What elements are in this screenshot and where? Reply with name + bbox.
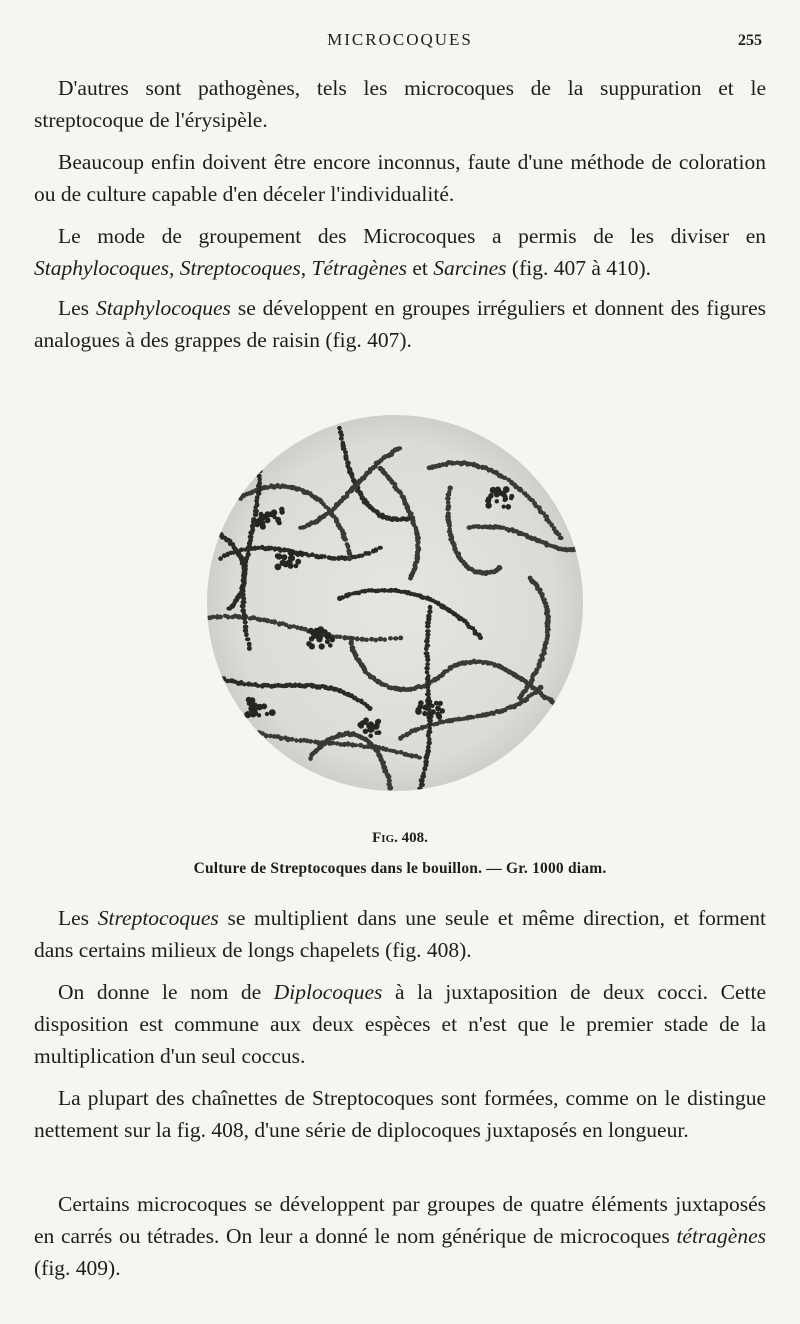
coccus-dot: [427, 741, 432, 746]
coccus-dot: [417, 787, 422, 791]
coccus-cluster-dot: [427, 713, 433, 719]
coccus-dot: [339, 436, 344, 440]
coccus-dot: [279, 736, 284, 741]
coccus-cluster-dot: [485, 499, 490, 504]
coccus-cluster-dot: [279, 507, 284, 512]
coccus-cluster-dot: [309, 636, 314, 641]
italic-term: Tétragènes: [311, 256, 408, 280]
coccus-dot: [364, 638, 369, 642]
coccus-cluster-dot: [309, 629, 314, 634]
coccus-cluster-dot: [485, 502, 491, 508]
coccus-cluster-dot: [435, 706, 441, 712]
page-number: 255: [738, 32, 762, 49]
coccus-dot: [377, 546, 383, 550]
coccus-dot: [205, 527, 211, 532]
coccus-dot: [388, 636, 393, 640]
coccus-cluster-dot: [488, 493, 493, 498]
coccus-cluster-dot: [269, 710, 273, 714]
coccus-dot: [258, 466, 263, 470]
coccus-cluster-dot: [319, 643, 325, 649]
coccus-cluster-dot: [252, 707, 258, 713]
text-run: se développent en groupes irréguliers et donnent des figures analogues à des grappes de raisin (fig. 407).: [34, 296, 767, 352]
coccus-dot: [445, 496, 451, 501]
italic-term: Staphylocoques: [95, 296, 231, 320]
coccus-dot: [355, 636, 360, 641]
paragraph-text: La plupart des chaînettes de Streptocoques sont formées, comme on le distingue nettement sur la fig. 408, d'une série de diplocoques juxtaposés en longueur.: [34, 1086, 766, 1142]
coccus-cluster-dot: [261, 703, 267, 709]
coccus-cluster-dot: [260, 524, 266, 530]
coccus-cluster-dot: [506, 504, 512, 510]
coccus-dot: [353, 743, 358, 747]
coccus-cluster-dot: [422, 711, 427, 716]
coccus-dot: [215, 531, 220, 535]
coccus-cluster-dot: [509, 494, 514, 499]
coccus-dot: [576, 547, 582, 551]
coccus-cluster-dot: [281, 554, 287, 560]
coccus-dot: [248, 530, 254, 535]
coccus-dot: [425, 657, 430, 662]
paragraph-8: [34, 1188, 766, 1284]
coccus-dot: [428, 721, 432, 727]
micrograph-figure: [200, 408, 590, 798]
coccus-cluster-dot: [502, 505, 506, 509]
coccus-dot: [445, 507, 450, 511]
coccus-dot: [245, 728, 250, 733]
text-run: Les: [58, 296, 96, 320]
coccus-dot: [448, 485, 453, 490]
coccus-dot: [253, 512, 259, 517]
paragraph-1: [34, 72, 766, 136]
coccus-cluster-dot: [422, 705, 428, 711]
coccus-dot: [425, 692, 431, 696]
coccus-dot: [496, 565, 502, 571]
coccus-cluster-dot: [376, 719, 381, 724]
coccus-dot: [374, 638, 378, 643]
coccus-cluster-dot: [317, 626, 324, 633]
coccus-dot: [517, 696, 523, 701]
coccus-cluster-dot: [325, 639, 330, 644]
coccus-cluster-dot: [294, 564, 299, 569]
paragraph-4: [34, 292, 766, 356]
coccus-dot: [242, 612, 247, 617]
coccus-dot: [425, 662, 430, 666]
coccus-dot: [471, 715, 476, 719]
coccus-dot: [207, 527, 213, 531]
figure-label: Fig. 408.: [372, 830, 428, 846]
coccus-dot: [202, 526, 207, 531]
coccus-dot: [408, 576, 413, 580]
coccus-dot: [212, 530, 218, 534]
text-run: Certains microcoques se développent par groupes de quatre éléments juxtaposés en carrés ou tétrades. On leur a donné le nom générique de microcoques: [34, 1192, 766, 1248]
coccus-dot: [558, 536, 564, 540]
coccus-dot: [211, 528, 216, 534]
coccus-dot: [211, 615, 216, 619]
coccus-cluster-dot: [416, 707, 420, 711]
paragraph-6: [34, 976, 766, 1072]
coccus-dot: [256, 491, 261, 496]
italic-term: Diplocoques: [273, 980, 383, 1004]
coccus-dot: [398, 491, 403, 495]
coccus-cluster-dot: [369, 725, 375, 731]
coccus-cluster-dot: [377, 730, 382, 735]
coccus-cluster-dot: [495, 499, 499, 503]
coccus-dot: [226, 606, 232, 610]
coccus-dot: [425, 680, 430, 685]
paragraph-text: D'autres sont pathogènes, tels les microcoques de la suppuration et le streptocoque de l'érysipèle.: [34, 76, 766, 132]
italic-term: Streptocoques: [179, 256, 301, 280]
coccus-cluster-dot: [257, 713, 261, 717]
coccus-dot: [294, 738, 299, 742]
coccus-dot: [419, 778, 425, 783]
coccus-dot: [422, 766, 427, 771]
coccus-dot: [347, 552, 352, 556]
coccus-dot: [577, 545, 582, 549]
coccus-dot: [264, 733, 269, 738]
coccus-cluster-dot: [298, 551, 302, 555]
paragraph-5: [34, 902, 766, 966]
coccus-dot: [424, 666, 430, 671]
text-run: et: [407, 256, 434, 280]
coccus-dot: [419, 782, 425, 787]
coccus-cluster-dot: [316, 636, 322, 642]
coccus-dot: [478, 635, 483, 640]
coccus-dot: [424, 755, 430, 761]
paragraph-7: [34, 1082, 766, 1146]
text-run: (fig. 409).: [34, 1256, 121, 1280]
coccus-dot: [366, 551, 372, 556]
coccus-cluster-dot: [249, 702, 255, 708]
italic-term: Streptocoques: [97, 906, 219, 930]
coccus-cluster-dot: [368, 734, 373, 739]
coccus-dot: [425, 624, 431, 629]
coccus-dot: [342, 537, 348, 541]
coccus-dot: [217, 675, 223, 680]
coccus-dot: [424, 646, 429, 651]
coccus-cluster-dot: [259, 514, 266, 521]
coccus-dot: [247, 646, 252, 651]
coccus-cluster-dot: [288, 549, 295, 556]
coccus-dot: [240, 561, 246, 565]
page-header: [0, 26, 800, 56]
paragraph-3: [34, 220, 766, 284]
text-run: On donne le nom de: [58, 980, 274, 1004]
coccus-dot: [425, 629, 431, 633]
coccus-dot: [226, 615, 231, 620]
paragraph-2: [34, 146, 766, 210]
coccus-dot: [332, 556, 337, 561]
coccus-cluster-dot: [272, 515, 276, 519]
coccus-cluster-dot: [255, 519, 260, 524]
coccus-dot: [241, 727, 246, 732]
coccus-dot: [369, 637, 374, 642]
text-run: ,: [168, 256, 180, 280]
coccus-dot: [347, 556, 352, 562]
text-run: à la juxtaposition de deux cocci. Cette disposition est commune aux deux espèces et n'est que le premier stade de la multiplication d'un seul coccus.: [34, 980, 766, 1068]
italic-term: Staphylocoques: [34, 256, 169, 280]
coccus-dot: [367, 706, 372, 711]
text-run: se multiplient dans une seule et même direction, et forment dans certains milieux de longs chapelets (fig. 408).: [34, 906, 767, 962]
italic-term: tétragènes: [676, 1224, 766, 1248]
coccus-dot: [557, 706, 563, 711]
coccus-cluster-dot: [490, 487, 497, 494]
coccus-dot: [322, 554, 327, 558]
coccus-dot: [253, 730, 257, 735]
paragraph-text: Beaucoup enfin doivent être encore inconnus, faute d'une méthode de coloration ou de culture capable d'en déceler l'individualité.: [34, 150, 766, 206]
coccus-dot: [378, 637, 384, 642]
coccus-dot: [538, 685, 544, 690]
coccus-dot: [424, 639, 430, 644]
coccus-dot: [573, 547, 579, 552]
coccus-dot: [552, 701, 558, 707]
running-head: MICROCOQUES: [327, 30, 473, 49]
coccus-dot: [240, 604, 246, 609]
coccus-dot: [289, 737, 294, 742]
coccus-cluster-dot: [363, 729, 368, 734]
coccus-dot: [348, 636, 354, 640]
coccus-cluster-dot: [288, 556, 293, 561]
coccus-dot: [417, 756, 422, 760]
coccus-cluster-dot: [280, 560, 286, 566]
figure-caption: Culture de Streptocoques dans le bouillon. — Gr. 1000 diam.: [193, 860, 607, 877]
coccus-dot: [397, 446, 403, 450]
coccus-dot: [272, 619, 277, 624]
coccus-dot: [258, 469, 263, 473]
coccus-cluster-dot: [363, 717, 369, 723]
coccus-dot: [243, 620, 248, 624]
italic-term: Sarcines: [433, 256, 507, 280]
coccus-cluster-dot: [359, 724, 364, 729]
coccus-cluster-dot: [288, 563, 294, 569]
coccus-cluster-dot: [265, 712, 269, 716]
coccus-cluster-dot: [503, 486, 510, 493]
coccus-cluster-dot: [425, 699, 429, 703]
coccus-cluster-dot: [376, 724, 380, 728]
coccus-cluster-dot: [309, 643, 315, 649]
coccus-dot: [349, 641, 354, 646]
coccus-cluster-dot: [418, 700, 424, 706]
coccus-dot: [427, 609, 432, 614]
coccus-cluster-dot: [438, 701, 443, 706]
text-run: ,: [300, 256, 312, 280]
coccus-dot: [249, 728, 254, 733]
coccus-dot: [346, 544, 351, 549]
coccus-dot: [245, 637, 250, 641]
text-run: (fig. 407 à 410).: [506, 256, 652, 280]
coccus-dot: [398, 636, 403, 641]
coccus-dot: [555, 704, 560, 709]
coccus-dot: [337, 426, 342, 430]
coccus-dot: [209, 528, 213, 533]
coccus-dot: [383, 637, 387, 642]
coccus-cluster-dot: [276, 554, 282, 560]
coccus-dot: [428, 605, 433, 610]
coccus-dot: [338, 635, 342, 639]
coccus-dot: [346, 741, 351, 746]
coccus-cluster-dot: [503, 494, 508, 499]
coccus-dot: [308, 739, 313, 744]
coccus-dot: [425, 670, 430, 674]
text-run: Les: [58, 906, 98, 930]
coccus-dot: [237, 725, 242, 730]
coccus-dot: [387, 785, 393, 790]
coccus-cluster-dot: [247, 698, 251, 702]
coccus-dot: [244, 632, 249, 637]
text-run: Le mode de groupement des Microcoques a permis de les diviser en: [58, 224, 766, 248]
coccus-dot: [218, 615, 223, 620]
streptococci-micrograph: [200, 408, 590, 798]
coccus-dot: [393, 636, 398, 640]
coccus-cluster-dot: [271, 509, 277, 515]
coccus-cluster-dot: [330, 637, 335, 642]
